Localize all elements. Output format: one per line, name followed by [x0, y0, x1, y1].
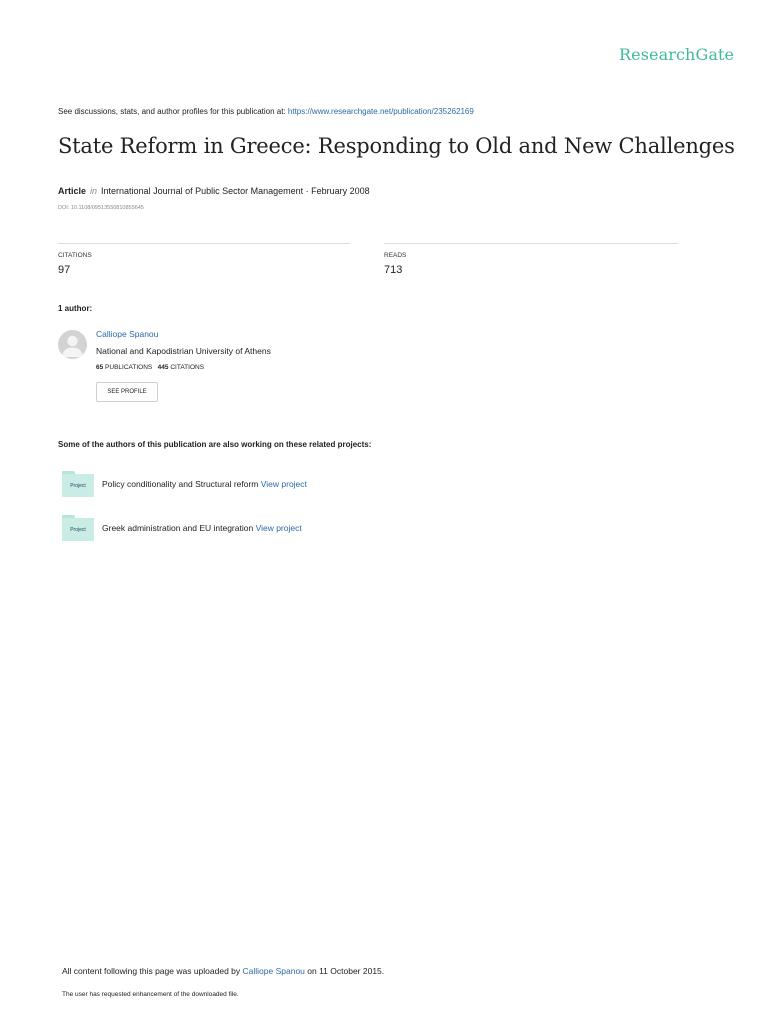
uploader-name-link[interactable]: Calliope Spanou	[242, 966, 305, 976]
citations-label: CITATIONS	[58, 252, 92, 259]
related-projects-heading: Some of the authors of this publication are also working on these related projects:	[58, 440, 372, 449]
reads-divider	[384, 243, 678, 244]
reads-label: READS	[384, 252, 407, 259]
publication-meta	[58, 186, 370, 196]
author-citations-label: CITATIONS	[170, 364, 205, 371]
project-folder-icon	[62, 515, 94, 541]
discussion-notice	[58, 107, 474, 116]
project-item	[102, 523, 302, 533]
project-name: Policy conditionality and Structural reform	[102, 479, 259, 489]
reads-count: 713	[384, 264, 403, 276]
publication-type: Article	[58, 186, 87, 196]
author-publications-label: PUBLICATIONS	[105, 364, 153, 371]
author-stats	[96, 364, 204, 371]
project-item	[102, 479, 307, 489]
upload-notice-prefix: All content following this page was uploaded by	[62, 966, 243, 976]
discussion-notice-text: See discussions, stats, and author profiles for this publication at:	[58, 107, 288, 116]
project-folder-label: Project	[62, 474, 94, 497]
researchgate-logo[interactable]: ResearchGate	[619, 45, 735, 64]
upload-notice-suffix: on 11 October 2015.	[304, 966, 385, 976]
project-folder-icon	[62, 471, 94, 497]
enhancement-notice: The user has requested enhancement of the downloaded file.	[62, 991, 239, 998]
upload-notice	[62, 966, 384, 976]
publication-doi: DOI: 10.1108/09513550810855645	[58, 205, 144, 211]
publication-venue: International Journal of Public Sector Management · February 2008	[101, 186, 370, 196]
view-project-link[interactable]: View project	[255, 523, 302, 533]
view-project-link[interactable]: View project	[260, 479, 307, 489]
author-institution: National and Kapodistrian University of Athens	[96, 346, 271, 356]
author-publications-count: 65	[96, 364, 104, 371]
citations-divider	[58, 243, 350, 244]
authors-heading: 1 author:	[58, 304, 93, 313]
see-profile-button[interactable]: SEE PROFILE	[96, 382, 158, 402]
project-name: Greek administration and EU integration	[102, 523, 254, 533]
person-silhouette-icon	[58, 330, 87, 359]
author-avatar[interactable]	[58, 330, 87, 359]
author-name-link[interactable]: Calliope Spanou	[96, 329, 159, 339]
project-folder-label: Project	[62, 518, 94, 541]
publication-url-link[interactable]: https://www.researchgate.net/publication/235262169	[287, 107, 474, 116]
citations-count: 97	[58, 264, 71, 276]
in-word: in	[90, 186, 98, 196]
author-citations-count: 445	[157, 364, 169, 371]
publication-title: State Reform in Greece: Responding to Old and New Challenges	[58, 134, 735, 158]
